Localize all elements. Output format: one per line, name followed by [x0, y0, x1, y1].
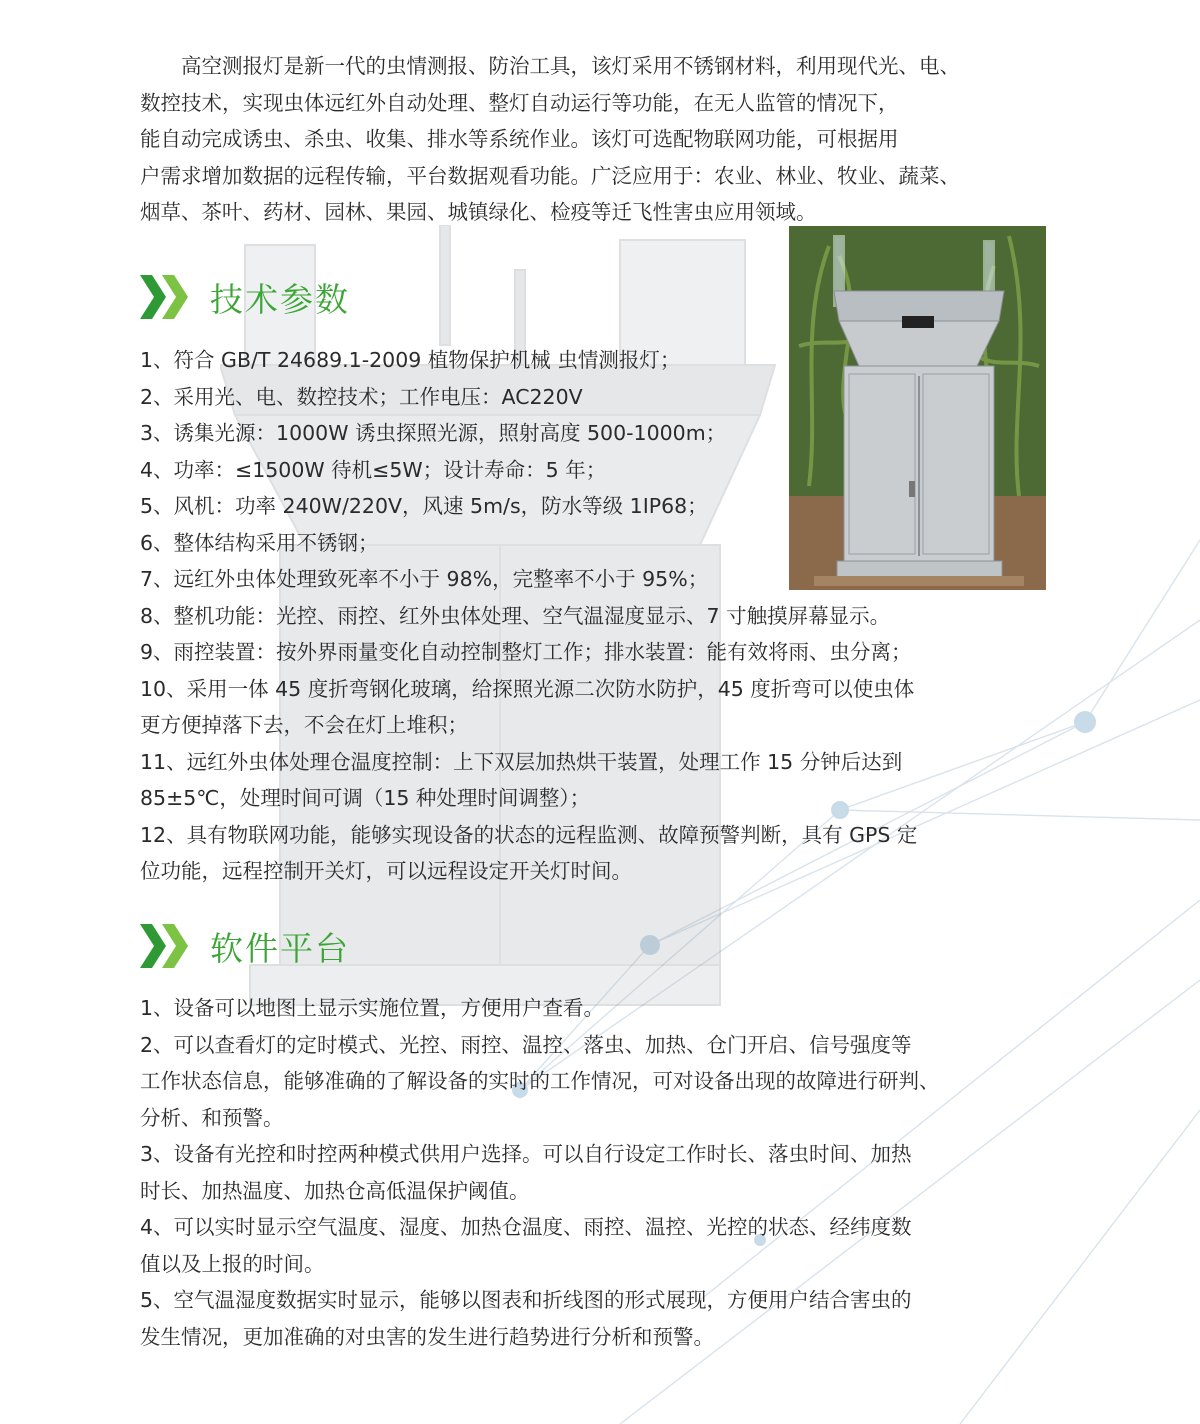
tech-param-item: 9、雨控装置：按外界雨量变化自动控制整灯工作；排水装置：能有效将雨、虫分离；	[140, 640, 912, 664]
tech-param-item: 4、功率：≤1500W 待机≤5W；设计寿命：5 年；	[140, 457, 607, 482]
tech-param-item: 5、风机：功率 240W/220V，风速 5m/s，防水等级 1IP68；	[140, 494, 708, 518]
tech-param-item: 11、远红外虫体处理仓温度控制：上下双层加热烘干装置，处理工作 15 分钟后达到	[140, 749, 903, 774]
software-item: 值以及上报的时间。	[140, 1251, 325, 1276]
section-title: 技术参数	[210, 279, 350, 319]
software-item: 分析、和预警。	[140, 1105, 284, 1130]
tech-param-item: 1、符合 GB/T 24689.1-2009 植物保护机械 虫情测报灯；	[140, 348, 681, 372]
intro-line: 能自动完成诱虫、杀虫、收集、排水等系统作业。该灯可选配物联网功能，可根据用	[140, 127, 899, 151]
tech-param-item: 位功能，远程控制开关灯，可以远程设定开关灯时间。	[140, 859, 632, 883]
double-chevron-right-icon	[140, 924, 190, 968]
intro-paragraph	[140, 48, 1048, 231]
intro-line: 高空测报灯是新一代的虫情测报、防治工具，该灯采用不锈钢材料，利用现代光、电、	[181, 54, 960, 78]
tech-param-item: 6、整体结构采用不锈钢；	[140, 530, 379, 555]
tech-param-item: 8、整机功能：光控、雨控、红外虫体处理、空气温湿度显示、7 寸触摸屏幕显示。	[140, 603, 891, 628]
software-platform-list	[140, 990, 1048, 1355]
section-heading-software	[140, 921, 350, 971]
software-item: 工作状态信息，能够准确的了解设备的实时的工作情况，可对设备出现的故障进行研判、	[140, 1069, 940, 1093]
intro-line: 数控技术，实现虫体远红外自动处理、整灯自动运行等功能，在无人监管的情况下，	[140, 90, 899, 115]
tech-param-item: 2、采用光、电、数控技术；工作电压：AC220V	[140, 384, 583, 409]
tech-param-item: 85±5℃，处理时间可调（15 种处理时间调整）；	[140, 786, 591, 810]
double-chevron-right-icon	[140, 275, 190, 319]
tech-param-item: 10、采用一体 45 度折弯钢化玻璃，给探照光源二次防水防护，45 度折弯可以使虫体	[140, 676, 915, 701]
software-item: 4、可以实时显示空气温度、湿度、加热仓温度、雨控、温控、光控的状态、经纬度数	[140, 1215, 912, 1239]
intro-line: 烟草、茶叶、药材、园林、果园、城镇绿化、检疫等迁飞性害虫应用领域。	[140, 200, 817, 224]
software-item: 2、可以查看灯的定时模式、光控、雨控、温控、落虫、加热、仓门开启、信号强度等	[140, 1032, 912, 1057]
software-item: 时长、加热温度、加热仓高低温保护阈值。	[140, 1178, 530, 1203]
section-title: 软件平台	[210, 928, 350, 968]
tech-param-item: 更方便掉落下去，不会在灯上堆积；	[140, 713, 468, 737]
software-item: 1、设备可以地图上显示实施位置，方便用户查看。	[140, 996, 605, 1020]
intro-line: 户需求增加数据的远程传输，平台数据观看功能。广泛应用于：农业、林业、牧业、蔬菜、	[140, 163, 960, 188]
tech-param-item: 7、远红外虫体处理致死率不小于 98%，完整率不小于 95%；	[140, 567, 709, 591]
tech-parameters-list	[140, 342, 1048, 890]
tech-param-item: 3、诱集光源：1000W 诱虫探照光源，照射高度 500-1000m；	[140, 421, 727, 445]
section-heading-tech	[140, 272, 350, 322]
software-item: 3、设备有光控和时控两种模式供用户选择。可以自行设定工作时长、落虫时间、加热	[140, 1142, 912, 1166]
tech-param-item: 12、具有物联网功能，能够实现设备的状态的远程监测、故障预警判断，具有 GPS 定	[140, 822, 918, 847]
software-item: 5、空气温湿度数据实时显示，能够以图表和折线图的形式展现，方便用户结合害虫的	[140, 1288, 912, 1312]
software-item: 发生情况，更加准确的对虫害的发生进行趋势进行分析和预警。	[140, 1324, 714, 1349]
